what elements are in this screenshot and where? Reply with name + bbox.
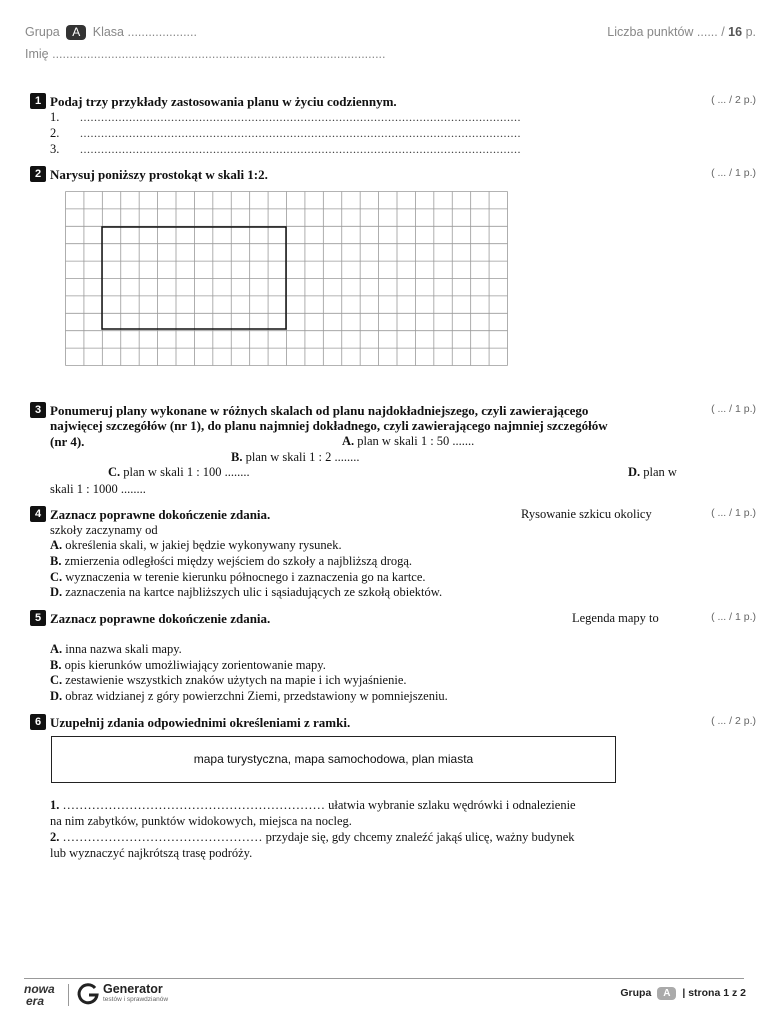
logo-line-2: era xyxy=(26,994,45,1008)
sentence-2-number: 2. xyxy=(50,830,60,844)
logo-separator xyxy=(68,984,69,1006)
answer-line-1-number: 1. xyxy=(50,110,60,124)
q5-option-a-text: inna nazwa skali mapy. xyxy=(65,642,182,656)
q4-option-b-text: zmierzenia odległości między wejściem do szkoły a najbliższą drogą. xyxy=(64,554,413,568)
group-badge: A xyxy=(66,25,86,40)
sentence-1-number: 1. xyxy=(50,798,60,812)
answer-line-3-number: 3. xyxy=(50,142,60,156)
points-total: 16 xyxy=(728,25,743,39)
terms-box: mapa turystyczna, mapa samochodowa, plan miasta xyxy=(51,736,616,783)
option-d-text: plan w xyxy=(643,465,677,479)
q5-option-a-letter: A. xyxy=(50,642,63,656)
answer-line-1[interactable]: .............................................................................................................................. xyxy=(80,110,521,124)
question-1-number: 1 xyxy=(30,93,46,109)
nowa-era-logo xyxy=(24,983,55,1007)
answer-line-2[interactable]: .............................................................................................................................. xyxy=(80,126,521,140)
answer-line-3[interactable]: .............................................................................................................................. xyxy=(80,142,521,156)
q4-option-b-letter: B. xyxy=(50,554,62,568)
q4-option-a[interactable] xyxy=(50,538,342,553)
question-3-line-1: Ponumeruj plany wykonane w różnych skalach od planu najdokładniejszego, czyli zawierającego xyxy=(50,403,589,418)
option-a-text: plan w skali 1 : 50 ....... xyxy=(357,434,475,448)
question-4-number: 4 xyxy=(30,506,46,522)
option-c-text: plan w skali 1 : 100 ........ xyxy=(123,465,250,479)
q5-option-c[interactable] xyxy=(50,673,407,688)
sentence-2-text: przydaje się, gdy chcemy znaleźć jakąś ulicę, ważny budynek xyxy=(265,830,575,844)
q4-option-a-text: określenia skali, w jakiej będzie wykonywany rysunek. xyxy=(65,538,342,552)
option-b-text: plan w skali 1 : 2 ........ xyxy=(245,450,360,464)
sentence-1 xyxy=(50,798,576,813)
header-name xyxy=(25,47,386,61)
name-label: Imię xyxy=(25,47,49,61)
class-dots: .................... xyxy=(127,25,197,39)
option-d-continuation: skali 1 : 1000 ........ xyxy=(50,482,146,496)
q4-option-c-letter: C. xyxy=(50,570,63,584)
question-5-points: ( ... / 1 p.) xyxy=(711,611,756,623)
q5-option-b-text: opis kierunków umożliwiający zorientowanie mapy. xyxy=(64,658,326,672)
question-6-number: 6 xyxy=(30,714,46,730)
question-3-points: ( ... / 1 p.) xyxy=(711,403,756,415)
option-d xyxy=(628,465,677,480)
question-4-points: ( ... / 1 p.) xyxy=(711,507,756,519)
answer-line-2-number: 2. xyxy=(50,126,60,140)
q4-option-c-text: wyznaczenia w terenie kierunku północnego i zaznaczenia go na kartce. xyxy=(65,570,426,584)
question-2-text: Narysuj poniższy prostokąt w skali 1:2. xyxy=(50,167,268,182)
footer-page-info xyxy=(620,987,746,1000)
option-b xyxy=(231,450,359,465)
question-1-text: Podaj trzy przykłady zastosowania planu w życiu codziennym. xyxy=(50,94,397,109)
q4-option-a-letter: A. xyxy=(50,538,63,552)
sentence-1-continuation: na nim zabytków, punktów widokowych, miejsca na nocleg. xyxy=(50,814,352,828)
sentence-2 xyxy=(50,830,575,845)
q4-option-c[interactable] xyxy=(50,570,426,585)
sentence-2-blank[interactable]: ………………………………………… xyxy=(62,830,263,844)
question-2-points: ( ... / 1 p.) xyxy=(711,167,756,179)
q5-option-b[interactable] xyxy=(50,658,326,673)
question-6-text: Uzupełnij zdania odpowiednimi określeniami z ramki. xyxy=(50,715,351,730)
header-group-class xyxy=(25,25,197,40)
points-unit: p. xyxy=(745,25,756,39)
question-1-points: ( ... / 2 p.) xyxy=(711,94,756,106)
drawing-grid[interactable] xyxy=(65,191,508,366)
q5-option-d-letter: D. xyxy=(50,689,63,703)
class-label: Klasa xyxy=(92,25,125,39)
q5-option-d[interactable] xyxy=(50,689,448,704)
question-3-line-2: najwięcej szczegółów (nr 1), do planu najmniej dokładnego, czyli zawierającego najmniej szczegółów xyxy=(50,418,608,433)
q4-option-d[interactable] xyxy=(50,585,442,600)
q4-option-d-text: zaznaczenia na kartce najbliższych ulic i sąsiadujących ze szkołą obiektów. xyxy=(65,585,443,599)
q4-option-d-letter: D. xyxy=(50,585,63,599)
q5-option-a[interactable] xyxy=(50,642,182,657)
header-points xyxy=(607,25,756,39)
q4-option-b[interactable] xyxy=(50,554,412,569)
option-d-letter: D. xyxy=(628,465,641,479)
question-5-text: Zaznacz poprawne dokończenie zdania. xyxy=(50,611,271,626)
generator-brand xyxy=(103,982,168,1003)
question-4-stem: Rysowanie szkicu okolicy xyxy=(521,507,652,521)
given-rectangle xyxy=(102,227,286,329)
question-6-points: ( ... / 2 p.) xyxy=(711,715,756,727)
generator-g-icon xyxy=(76,982,100,1006)
generator-title: Generator xyxy=(103,982,163,996)
group-label: Grupa xyxy=(25,25,60,39)
question-3-line-3: (nr 4). xyxy=(50,434,85,449)
footer-group-label: Grupa xyxy=(620,987,652,999)
question-4-stem-continuation: szkoły zaczynamy od xyxy=(50,523,158,537)
question-5-number: 5 xyxy=(30,610,46,626)
question-3-number: 3 xyxy=(30,402,46,418)
option-b-letter: B. xyxy=(231,450,243,464)
option-c-letter: C. xyxy=(108,465,121,479)
q5-option-b-letter: B. xyxy=(50,658,62,672)
question-2-number: 2 xyxy=(30,166,46,182)
generator-subtitle: testów i sprawdzianów xyxy=(103,996,169,1003)
q5-option-c-letter: C. xyxy=(50,673,63,687)
sentence-2-continuation: lub wyznaczyć najkrótszą trasę podróży. xyxy=(50,846,253,860)
sentence-1-blank[interactable]: ……………………………………………………… xyxy=(62,798,325,812)
footer-group-badge: A xyxy=(657,987,676,1000)
option-c xyxy=(108,465,250,480)
footer-page-text: | strona 1 z 2 xyxy=(682,987,746,999)
option-a xyxy=(342,434,474,449)
footer-divider xyxy=(24,978,744,979)
question-5-stem: Legenda mapy to xyxy=(572,611,659,625)
sentence-1-text: ułatwia wybranie szlaku wędrówki i odnalezienie xyxy=(328,798,576,812)
option-a-letter: A. xyxy=(342,434,355,448)
points-label: Liczba punktów ...... / xyxy=(607,25,725,39)
logo-line-1: nowa xyxy=(24,982,55,996)
name-dots: ................................................................................................ xyxy=(52,47,386,61)
q5-option-d-text: obraz widzianej z góry powierzchni Ziemi, przedstawiony w pomniejszeniu. xyxy=(65,689,448,703)
q5-option-c-text: zestawienie wszystkich znaków użytych na mapie i ich wyjaśnienie. xyxy=(65,673,407,687)
question-4-text: Zaznacz poprawne dokończenie zdania. xyxy=(50,507,271,522)
